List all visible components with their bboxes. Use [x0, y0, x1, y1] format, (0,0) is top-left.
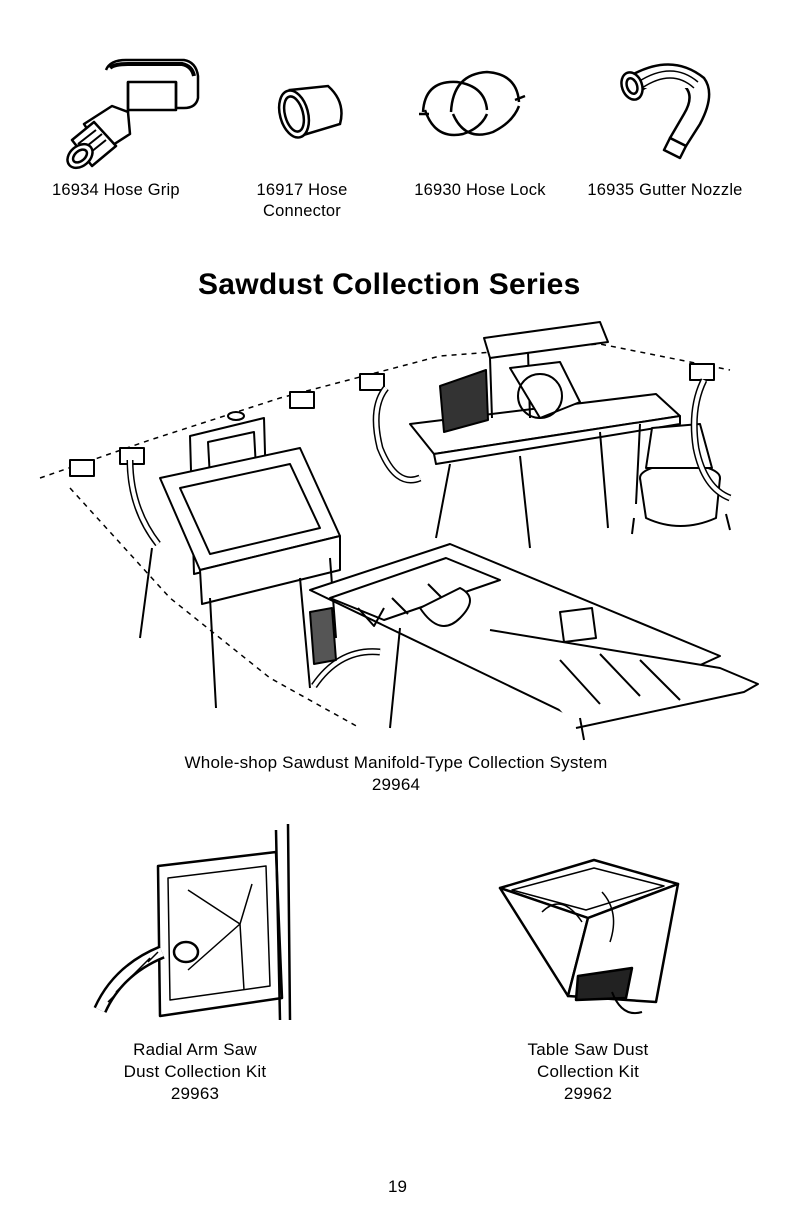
kit-caption-line: Table Saw Dust [527, 1040, 649, 1059]
radial-arm-saw-kit-illustration [88, 820, 308, 1020]
shop-collection-system-illustration [40, 308, 758, 740]
system-caption-title: Whole-shop Sawdust Manifold-Type Collection System [184, 753, 608, 772]
accessory-label-gutter-nozzle [572, 180, 758, 201]
kit-caption-line: Dust Collection Kit [123, 1062, 267, 1081]
kit-caption-line: Collection Kit [536, 1062, 639, 1081]
accessory-label-hose-lock [402, 180, 558, 201]
page-number: 19 [388, 1177, 407, 1196]
kit-caption-table-saw [488, 1039, 688, 1105]
kit-caption-line: Radial Arm Saw [133, 1040, 257, 1059]
kit-part-number: 29962 [563, 1084, 613, 1103]
accessory-label-line: 16930 Hose Lock [414, 181, 546, 199]
system-caption [100, 752, 692, 796]
accessory-label-line: 16917 Hose [256, 181, 348, 199]
system-part-number: 29964 [371, 775, 421, 794]
table-saw-kit-illustration [492, 852, 688, 1032]
accessory-label-line: Connector [263, 202, 341, 220]
gutter-nozzle-illustration [612, 54, 732, 159]
hose-grip-illustration [58, 52, 208, 177]
kit-caption-radial-arm-saw [90, 1039, 300, 1105]
accessory-label-hose-connector [240, 180, 364, 222]
hose-lock-illustration [415, 62, 530, 152]
accessory-label-line: 16935 Gutter Nozzle [587, 181, 743, 199]
hose-connector-illustration [270, 78, 350, 148]
accessory-label-line: 16934 Hose Grip [52, 181, 180, 199]
kit-part-number: 29963 [170, 1084, 220, 1103]
accessory-label-hose-grip [52, 180, 202, 201]
section-heading: Sawdust Collection Series [198, 268, 581, 301]
